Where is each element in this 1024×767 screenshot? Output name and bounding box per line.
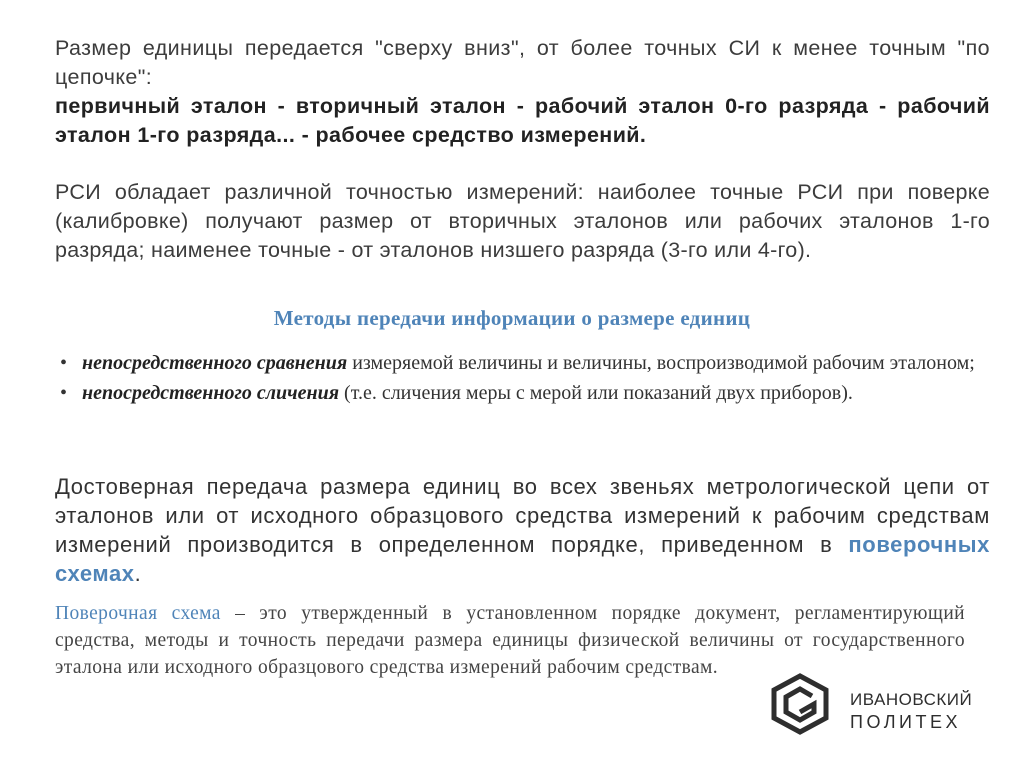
intro-text: Размер единицы передается "сверху вниз", от более точных СИ к менее точным "по цепочке": [55, 36, 990, 89]
list-item [60, 378, 975, 408]
accuracy-paragraph: РСИ обладает различной точностью измерений: наиболее точные РСИ при поверке (калибровке) получают размер от вторичных эталонов или рабочих эталонов 1-го разряда; наименее точные - от эталонов низшего разряда (3-го или 4-го). [55, 180, 990, 262]
definition-term: Поверочная схема [55, 603, 221, 624]
bullet-icon: • [60, 352, 68, 374]
intro-paragraph [55, 34, 990, 150]
section-heading: Методы передачи информации о размере единиц [273, 306, 751, 330]
bullet-icon: • [60, 382, 68, 404]
verification-schemes-link[interactable]: поверочных схемах [55, 532, 990, 586]
logo-line-1: ИВАНОВСКИЙ [850, 690, 973, 709]
transfer-text: Достоверная передача размера единиц во всех звеньях метрологической цепи от эталонов или от исходного образцового средства измерений к рабочим средствам измерений производится в определенном порядке, приведенном в [55, 474, 990, 557]
definition-text: – это утвержденный в установленном порядке документ, регламентирующий средства, методы и точность передачи размера единицы физической величины от государственного эталона или исходного образцового средства измерений рабочим средствам. [55, 603, 965, 678]
definition-paragraph [55, 600, 965, 681]
list-item [60, 348, 975, 378]
standards-chain: первичный эталон - вторичный эталон - рабочий эталон 0-го разряда - рабочий эталон 1-го разряда... - рабочее средство измерений. [55, 94, 990, 147]
method-description: (т.е. сличения меры с мерой или показаний двух приборов). [339, 382, 853, 404]
method-term: непосредственного сличения [82, 382, 340, 404]
methods-list [60, 348, 975, 408]
method-description: измеряемой величины и величины, воспроизводимой рабочим эталоном; [347, 352, 975, 374]
logo-line-2: ПОЛИТЕХ [850, 712, 961, 732]
transfer-paragraph [55, 472, 990, 588]
polytech-logo-icon [768, 672, 832, 736]
method-term: непосредственного сравнения [82, 352, 348, 374]
university-logo [768, 670, 988, 740]
transfer-period: . [134, 561, 142, 586]
